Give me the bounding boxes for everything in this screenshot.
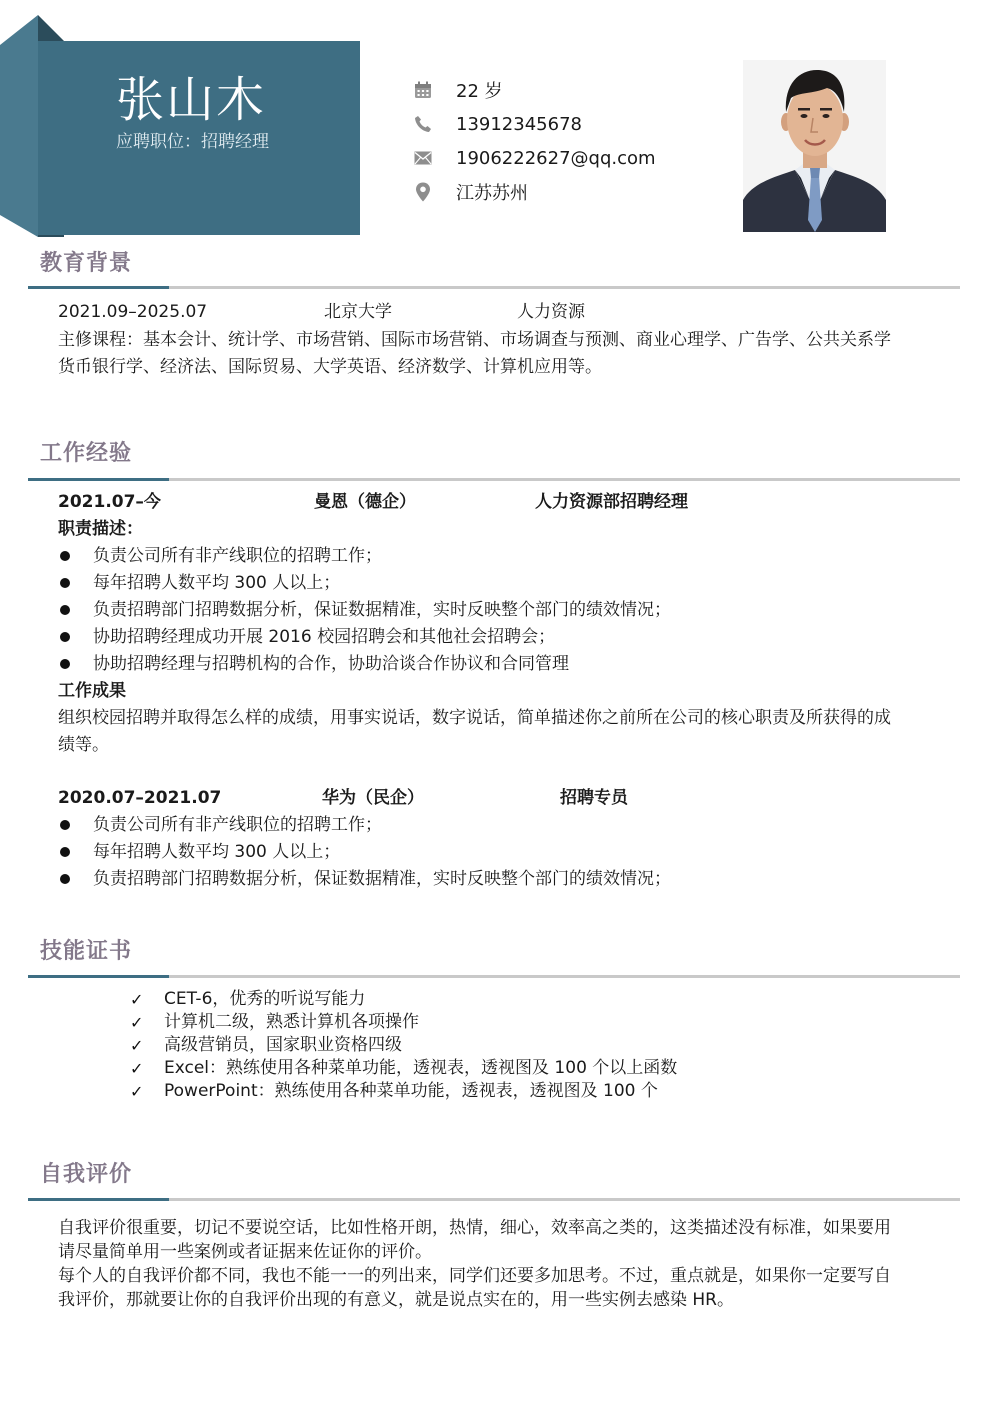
job1-duty-item: [58, 652, 569, 676]
job2-duty-item: [58, 813, 382, 837]
contact-email: [412, 144, 656, 172]
email-icon: [412, 147, 434, 169]
job2-role: 招聘专员: [560, 788, 628, 808]
bullet-dot: [60, 847, 70, 857]
self-eval-line-2: 请尽量简单用一些案例或者证据来佐证你的评价。: [58, 1242, 432, 1262]
job1-company: 曼恩（德企）: [314, 492, 416, 512]
skill-text: 计算机二级，熟悉计算机各项操作: [164, 1012, 419, 1032]
phone-icon: [412, 113, 434, 135]
job1-results-label: 工作成果: [58, 681, 126, 701]
skill-text: CET-6，优秀的听说写能力: [164, 989, 366, 1009]
skill-item: [130, 1080, 658, 1103]
contact-phone: [412, 110, 582, 138]
contact-age: [412, 76, 503, 104]
self-eval-line-3: 每个人的自我评价都不同，我也不能一一的列出来，同学们还要多加思考。不过，重点就是，如果你一定要写自: [58, 1266, 891, 1286]
education-major: 人力资源: [517, 302, 585, 322]
skill-item: [130, 1034, 402, 1057]
education-courses-line-2: 货币银行学、经济法、国际贸易、大学英语、经济数学、计算机应用等。: [58, 357, 602, 377]
job2-duty-item: [58, 840, 340, 864]
duty-text: 每年招聘人数平均 300 人以上；: [93, 573, 341, 593]
section-title-skills: 技能证书: [40, 939, 133, 964]
job1-period: 2021.07–今: [58, 492, 161, 512]
job1-duty-item: [58, 625, 555, 649]
job1-duty-item: [58, 544, 382, 568]
education-school: 北京大学: [324, 302, 392, 322]
divider-accent: [28, 478, 169, 481]
divider-accent: [28, 975, 169, 978]
section-title-education: 教育背景: [40, 251, 133, 276]
bullet-dot: [60, 578, 70, 588]
bullet-dot: [60, 874, 70, 884]
skill-text: Excel：熟练使用各种菜单功能，透视表，透视图及 100 个以上函数: [164, 1058, 678, 1078]
skill-item: [130, 988, 365, 1011]
duty-text: 负责公司所有非产线职位的招聘工作；: [93, 815, 382, 835]
profile-photo: [743, 60, 886, 232]
duty-text: 负责招聘部门招聘数据分析，保证数据精准，实时反映整个部门的绩效情况；: [93, 600, 671, 620]
duty-text: 负责公司所有非产线职位的招聘工作；: [93, 546, 382, 566]
bullet-dot: [60, 605, 70, 615]
divider-accent: [28, 286, 169, 289]
skill-text: PowerPoint：熟练使用各种菜单功能，透视表，透视图及 100 个: [164, 1081, 658, 1101]
bullet-dot: [60, 659, 70, 669]
section-title-self-evaluation: 自我评价: [40, 1162, 133, 1187]
section-divider-self-evaluation: [28, 1198, 960, 1201]
divider-accent: [28, 1198, 169, 1201]
education-courses-line-1: 主修课程：基本会计、统计学、市场营销、国际市场营销、市场调查与预测、商业心理学、广告学、公共关系学: [58, 330, 891, 350]
job2-duty-item: [58, 867, 671, 891]
bullet-dot: [60, 820, 70, 830]
job1-results-line-2: 绩等。: [58, 735, 109, 755]
job1-role: 人力资源部招聘经理: [535, 492, 688, 512]
duty-text: 协助招聘经理成功开展 2016 校园招聘会和其他社会招聘会；: [93, 627, 556, 647]
section-divider-work: [28, 478, 960, 481]
location-text: 江苏苏州: [456, 183, 528, 204]
skill-item: [130, 1057, 677, 1080]
checkmark-icon: ✓: [130, 1036, 144, 1055]
section-title-work: 工作经验: [40, 441, 133, 466]
bullet-dot: [60, 632, 70, 642]
education-period: 2021.09–2025.07: [58, 302, 208, 322]
checkmark-icon: ✓: [130, 1059, 144, 1078]
skill-text: 高级营销员，国家职业资格四级: [164, 1035, 402, 1055]
job1-duty-item: [58, 571, 340, 595]
checkmark-icon: ✓: [130, 1013, 144, 1032]
phone-text: 13912345678: [456, 113, 582, 135]
bullet-dot: [60, 551, 70, 561]
job1-duties-label: 职责描述：: [58, 519, 143, 539]
self-eval-line-1: 自我评价很重要，切记不要说空话，比如性格开朗，热情，细心，效率高之类的，这类描述没有标准，如果要用: [58, 1218, 891, 1238]
checkmark-icon: ✓: [130, 990, 144, 1009]
age-text: 22 岁: [456, 81, 503, 102]
contact-location: [412, 178, 528, 206]
job2-period: 2020.07–2021.07: [58, 788, 222, 808]
email-text: 1906222627@qq.com: [456, 147, 656, 169]
job1-results-line-1: 组织校园招聘并取得怎么样的成绩，用事实说话，数字说话，简单描述你之前所在公司的核心职责及所获得的成: [58, 708, 891, 728]
job2-company: 华为（民企）: [322, 788, 424, 808]
calendar-icon: [412, 79, 434, 101]
location-pin-icon: [412, 181, 434, 203]
skill-item: [130, 1011, 419, 1034]
section-divider-skills: [28, 975, 960, 978]
job1-duty-item: [58, 598, 671, 622]
duty-text: 每年招聘人数平均 300 人以上；: [93, 842, 341, 862]
candidate-name: 张山木: [116, 72, 267, 128]
job-position: 应聘职位：招聘经理: [116, 132, 269, 152]
duty-text: 负责招聘部门招聘数据分析，保证数据精准，实时反映整个部门的绩效情况；: [93, 869, 671, 889]
duty-text: 协助招聘经理与招聘机构的合作，协助洽谈合作协议和合同管理: [93, 654, 569, 674]
self-eval-line-4: 我评价，那就要让你的自我评价出现的有意义，就是说点实在的，用一些实例去感染 HR。: [58, 1290, 734, 1310]
section-divider-education: [28, 286, 960, 289]
checkmark-icon: ✓: [130, 1082, 144, 1101]
